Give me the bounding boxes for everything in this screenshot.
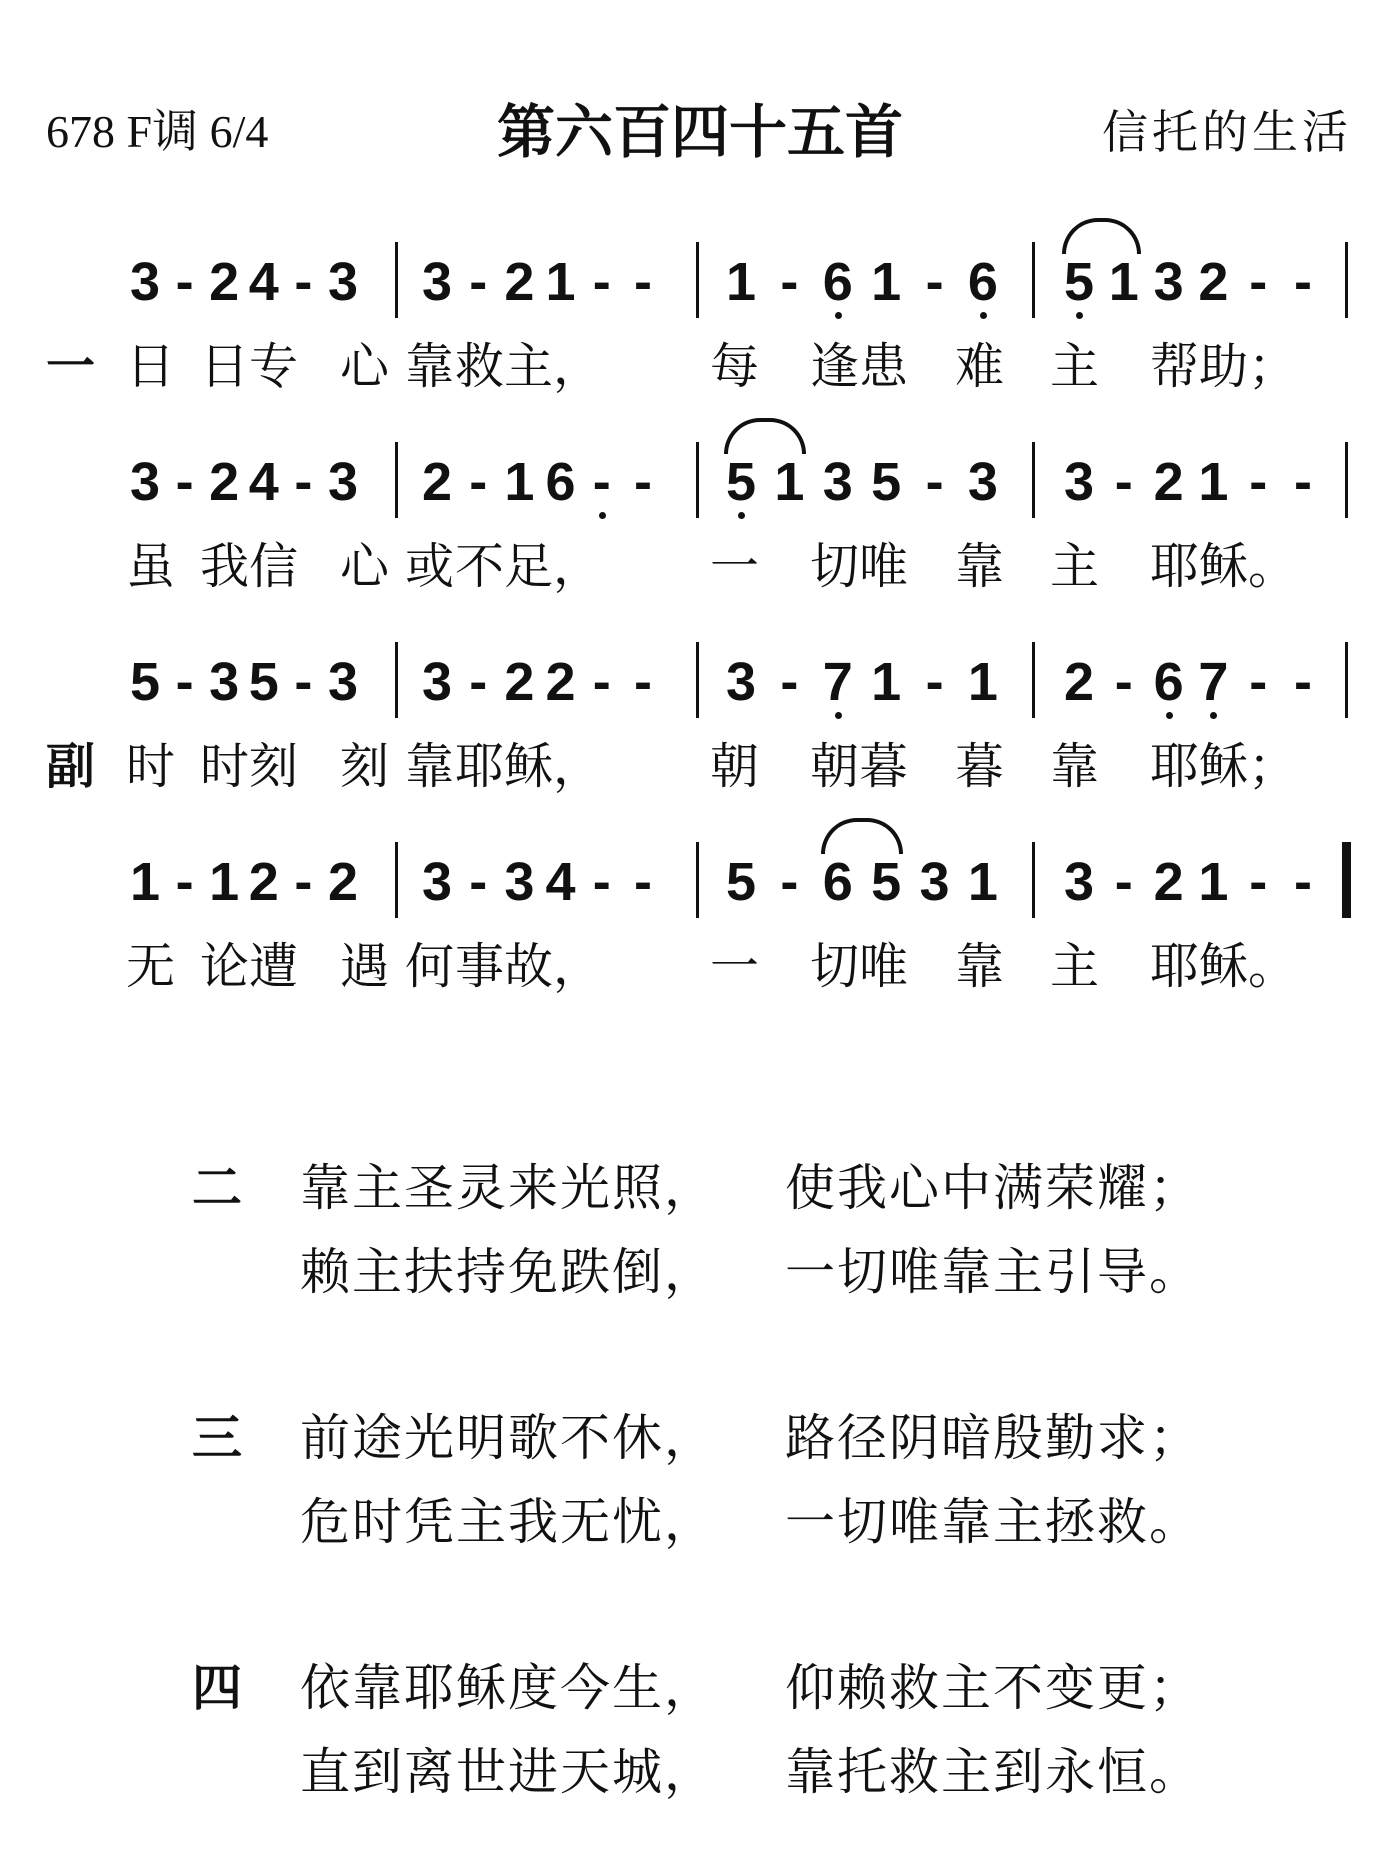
lyric-syllable: 耶稣。 (1150, 938, 1298, 995)
dash-symbol: - (925, 252, 944, 312)
verse-number: 二 (192, 1159, 242, 1217)
verse-phrase: 靠主圣灵来光照， (300, 1159, 716, 1217)
barline (395, 842, 398, 918)
lyric-syllable: 一 (710, 938, 760, 995)
note: 3 (504, 852, 535, 912)
dash-symbol: - (1114, 652, 1133, 712)
note: 2 (421, 452, 453, 512)
slur (1062, 218, 1141, 254)
lyric-syllable: 无 (126, 938, 176, 995)
lyrics-line (0, 735, 1400, 799)
dash-symbol: - (1249, 852, 1268, 912)
verse-number: 四 (192, 1659, 242, 1717)
score-system (0, 410, 1400, 640)
lyrics-line (0, 535, 1400, 599)
lyric-syllable: 朝 (710, 738, 760, 795)
note: 2 (209, 452, 240, 512)
hymn-meta: 678 F调 6/4 (46, 106, 269, 157)
barline (1345, 242, 1348, 318)
note: 5 (248, 652, 279, 712)
note: 2 (1153, 852, 1184, 912)
note: 6 (822, 852, 853, 912)
measure (128, 440, 360, 524)
note: 3 (209, 652, 240, 712)
note: 3 (967, 452, 998, 512)
lyric-syllable: 主 (1050, 538, 1100, 595)
verse-phrase: 危时凭主我无忧， (300, 1493, 716, 1551)
note: 1 (504, 452, 535, 512)
verse (0, 1400, 1400, 1580)
dash-symbol: - (1293, 852, 1312, 912)
note: 4 (545, 852, 576, 912)
lyric-syllable: 耶稣； (1150, 738, 1298, 795)
barline (1345, 642, 1348, 718)
dash-symbol: - (294, 652, 313, 712)
dash-symbol: - (1249, 652, 1268, 712)
note: 3 (421, 852, 453, 912)
lyric-syllable: 靠 (405, 738, 455, 795)
verse-phrase: 靠托救主到永恒。 (785, 1743, 1201, 1801)
note: 1 (209, 852, 240, 912)
measure (724, 240, 1000, 324)
note: 3 (421, 252, 453, 312)
lyric-syllable: 靠 (1050, 738, 1100, 795)
verse-phrase: 直到离世进天城， (300, 1743, 716, 1801)
note: 3 (327, 452, 358, 512)
dash-symbol: - (1293, 652, 1312, 712)
note: 7 (1196, 651, 1230, 713)
hymn-title: 第六百四十五首 (496, 98, 903, 166)
barline (1032, 442, 1035, 518)
note: 2 (1198, 252, 1229, 312)
lower-octave-dot (835, 312, 842, 319)
measure (1062, 640, 1320, 724)
note: 3 (919, 852, 950, 912)
lyric-syllable: 切唯 (810, 538, 909, 595)
dash-symbol: - (175, 252, 194, 312)
dash-symbol: - (294, 252, 313, 312)
verse-phrase: 前途光明歌不休， (300, 1409, 716, 1467)
note: 6 (1152, 651, 1186, 713)
slur (724, 418, 806, 454)
note: 3 (1063, 852, 1095, 912)
note: 3 (129, 252, 161, 312)
lyric-syllable: 我信 (200, 538, 299, 595)
measure (420, 840, 660, 924)
lyric-syllable: 帮助； (1150, 338, 1298, 395)
dash-symbol: - (1114, 452, 1133, 512)
score-system (0, 210, 1400, 440)
lyric-syllable: 何 (405, 938, 455, 995)
note: 1 (774, 452, 805, 512)
dash-symbol: - (175, 852, 194, 912)
lyric-syllable: 不足， (455, 538, 603, 595)
lyric-syllable: 靠 (405, 338, 455, 395)
note: 2 (1153, 452, 1184, 512)
note: 7 (821, 651, 855, 713)
lyric-syllable: 虽 (126, 538, 176, 595)
slur (821, 818, 903, 854)
verse-phrase: 仰赖救主不变更； (785, 1659, 1201, 1717)
note: 3 (725, 652, 757, 712)
dash-symbol: - (1249, 452, 1268, 512)
lower-octave-dot (738, 512, 745, 519)
verse-phrase: 赖主扶持免跌倒， (300, 1243, 716, 1301)
note: 1 (1198, 852, 1229, 912)
dash-symbol: - (592, 652, 611, 712)
lyric-syllable: 一 (710, 538, 760, 595)
note: 4 (248, 252, 279, 312)
lyric-syllable: 或 (405, 538, 455, 595)
lyric-syllable: 难 (955, 338, 1005, 395)
dash-symbol: - (592, 852, 611, 912)
lyric-syllable: 切唯 (810, 938, 909, 995)
dash-symbol: - (633, 452, 652, 512)
dash-symbol: - (633, 252, 652, 312)
dash-symbol: - (633, 852, 652, 912)
note: 1 (1108, 252, 1139, 312)
measure (1062, 840, 1320, 924)
note: 1 (1198, 452, 1229, 512)
note: 6 (545, 452, 576, 512)
dash-symbol: - (1293, 452, 1312, 512)
note: 2 (504, 252, 535, 312)
dash-symbol: - (469, 852, 488, 912)
dash-symbol: - (585, 451, 619, 513)
note: 5 (725, 852, 757, 912)
note: 2 (248, 852, 279, 912)
lower-octave-dot (835, 712, 842, 719)
verse-phrase: 路径阴暗殷勤求； (785, 1409, 1201, 1467)
lyric-syllable: 暮 (955, 738, 1005, 795)
dash-symbol: - (1249, 252, 1268, 312)
lyric-syllable: 事故， (455, 938, 603, 995)
verse (0, 1650, 1400, 1830)
note: 1 (871, 252, 902, 312)
lyric-syllable: 救主， (455, 338, 603, 395)
dash-symbol: - (1293, 252, 1312, 312)
verse-phrase: 一切唯靠主引导。 (785, 1243, 1201, 1301)
dash-symbol: - (175, 452, 194, 512)
dash-symbol: - (469, 452, 488, 512)
lyric-syllable: 耶稣。 (1150, 538, 1298, 595)
note: 6 (821, 251, 855, 313)
verse-phrase: 使我心中满荣耀； (785, 1159, 1201, 1217)
note: 1 (545, 252, 576, 312)
note: 3 (327, 652, 358, 712)
measure (128, 840, 360, 924)
score-system (0, 610, 1400, 840)
barline (1032, 642, 1035, 718)
dash-symbol: - (294, 452, 313, 512)
verse-label: 副 (46, 738, 96, 795)
lyric-syllable: 心 (340, 338, 390, 395)
lower-octave-dot (1166, 712, 1173, 719)
lyric-syllable: 逢患 (810, 338, 909, 395)
lyric-syllable: 时刻 (200, 738, 299, 795)
barline (395, 242, 398, 318)
note: 1 (129, 852, 161, 912)
lyrics-line (0, 935, 1400, 999)
dash-symbol: - (469, 252, 488, 312)
dash-symbol: - (780, 852, 799, 912)
verse-number: 三 (192, 1409, 242, 1467)
barline (696, 442, 699, 518)
verse (0, 1150, 1400, 1330)
dash-symbol: - (925, 452, 944, 512)
lyric-syllable: 刻 (340, 738, 390, 795)
note: 4 (248, 452, 279, 512)
note: 2 (209, 252, 240, 312)
hymn-theme: 信托的生活 (1102, 105, 1352, 159)
lyric-syllable: 日 (126, 338, 176, 395)
dash-symbol: - (294, 852, 313, 912)
note: 3 (1153, 252, 1184, 312)
dash-symbol: - (1114, 852, 1133, 912)
note: 3 (1063, 452, 1095, 512)
lower-octave-dot (980, 312, 987, 319)
dash-symbol: - (925, 652, 944, 712)
score-system (0, 810, 1400, 1040)
note: 5 (871, 852, 902, 912)
dash-symbol: - (633, 652, 652, 712)
lyric-syllable: 主 (1050, 938, 1100, 995)
barline (696, 242, 699, 318)
lyric-syllable: 靠 (955, 538, 1005, 595)
note: 1 (871, 652, 902, 712)
lyric-syllable: 心 (340, 538, 390, 595)
measure (128, 640, 360, 724)
verse-phrase: 依靠耶稣度今生， (300, 1659, 716, 1717)
note: 5 (871, 452, 902, 512)
lyric-syllable: 时 (126, 738, 176, 795)
measure (724, 640, 1000, 724)
verse-label: 一 (46, 338, 96, 395)
barline (1032, 242, 1035, 318)
note: 3 (421, 652, 453, 712)
note: 3 (822, 452, 853, 512)
barline (696, 642, 699, 718)
dash-symbol: - (592, 252, 611, 312)
lyric-syllable: 靠 (955, 938, 1005, 995)
dash-symbol: - (469, 652, 488, 712)
measure (128, 240, 360, 324)
note: 6 (966, 251, 1000, 313)
measure (420, 240, 660, 324)
note: 2 (1063, 652, 1095, 712)
note: 5 (1062, 251, 1096, 313)
lower-octave-dot (599, 512, 606, 519)
note: 2 (327, 852, 358, 912)
note: 1 (967, 852, 998, 912)
barline (395, 642, 398, 718)
lyric-syllable: 主 (1050, 338, 1100, 395)
note: 2 (504, 652, 535, 712)
note: 1 (967, 652, 998, 712)
measure (1062, 440, 1320, 524)
note: 5 (724, 451, 758, 513)
barline (1032, 842, 1035, 918)
dash-symbol: - (780, 652, 799, 712)
note: 2 (545, 652, 576, 712)
note: 1 (725, 252, 757, 312)
lower-octave-dot (1076, 312, 1083, 319)
barline (696, 842, 699, 918)
measure (420, 640, 660, 724)
note: 5 (129, 652, 161, 712)
lyric-syllable: 遇 (340, 938, 390, 995)
dash-symbol: - (780, 252, 799, 312)
barline (395, 442, 398, 518)
lyric-syllable: 每 (710, 338, 760, 395)
lower-octave-dot (1210, 712, 1217, 719)
lyric-syllable: 耶稣， (455, 738, 603, 795)
verse-phrase: 一切唯靠主拯救。 (785, 1493, 1201, 1551)
lyric-syllable: 朝暮 (810, 738, 909, 795)
note: 3 (129, 452, 161, 512)
final-barline (1342, 842, 1351, 918)
lyrics-line (0, 335, 1400, 399)
note: 3 (327, 252, 358, 312)
barline (1345, 442, 1348, 518)
lyric-syllable: 日专 (200, 338, 299, 395)
measure (420, 440, 660, 524)
lyric-syllable: 论遭 (200, 938, 299, 995)
dash-symbol: - (175, 652, 194, 712)
